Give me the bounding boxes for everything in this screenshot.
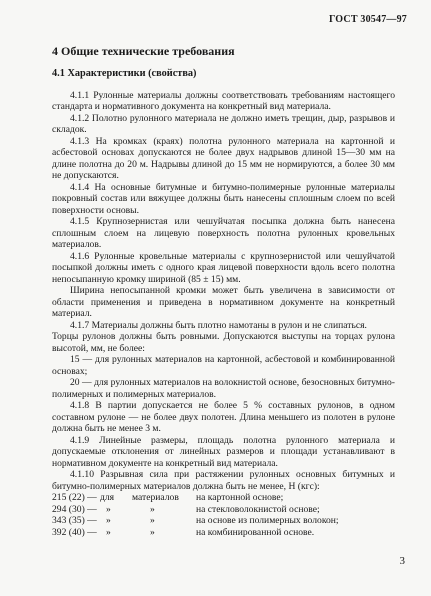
force-basis: на картонной основе; (196, 492, 284, 504)
force-table (52, 492, 395, 538)
force-word: материалов (132, 492, 179, 504)
force-basis: на комбинированной основе. (196, 526, 315, 538)
subsection-title: 4.1 Характеристики (свойства) (52, 68, 197, 80)
force-word: » (150, 503, 155, 515)
paragraph-4-1-10: 4.1.10 Разрывная сила при растяжении рулонных основных битумных и битумно-полимерных материалов должна быть не менее, Н (кгс): (52, 469, 395, 492)
force-value: 215 (22) — (52, 492, 97, 504)
paragraph-4-1-1: 4.1.1 Рулонные материалы должны соответствовать требованиям настоящего стандарта и нормативного документа на конкретный вид материала. (52, 89, 395, 113)
force-word: » (150, 515, 155, 527)
paragraph-roll-ends: Торцы рулонов должны быть ровными. Допускаются выступы на торцах рулона высотой, мм, не более: (52, 331, 395, 354)
paragraph-4-1-5: 4.1.5 Крупнозернистая или чешуйчатая посыпка должна быть нанесена сплошным слоем на лицевую поверхность полотна рулонных кровельных материалов. (52, 216, 395, 251)
force-prefix: » (106, 526, 111, 538)
force-prefix: » (106, 515, 111, 527)
table-row (52, 492, 395, 504)
force-prefix: для (100, 492, 115, 504)
paragraph-4-1-9: 4.1.9 Линейные размеры, площадь полотна рулонного материала и допускаемые отклонения от линейных размеров и площади устанавливают в нормативном документе на конкретный вид материала. (52, 434, 395, 469)
section-title: 4 Общие технические требования (52, 44, 235, 58)
standard-header: ГОСТ 30547—97 (328, 14, 407, 25)
table-row (52, 504, 395, 516)
paragraph-4-1-7: 4.1.7 Материалы должны быть плотно намотаны в рулон и не слипаться. (70, 319, 367, 331)
paragraph-4-1-4: 4.1.4 На основные битумные и битумно-полимерные рулонные материалы покровный состав или вяжущее должны быть нанесены сплошным слоем по всей поверхности основы. (52, 181, 395, 216)
force-value: 343 (35) — (52, 515, 97, 527)
table-row (52, 515, 395, 527)
force-value: 294 (30) — (52, 503, 97, 515)
table-row (52, 527, 395, 539)
force-basis: на стекловолокнистой основе; (196, 503, 320, 515)
force-prefix: » (106, 503, 111, 515)
page-number: 3 (399, 555, 405, 567)
paragraph-edge-width: Ширина непосыпанной кромки может быть увеличена в зависимости от области применения и приведена в нормативном документе на конкретный материал. (52, 285, 395, 320)
content-area (52, 40, 395, 538)
paragraph-4-1-3: 4.1.3 На кромках (краях) полотна рулонного материала на картонной и асбестовой основах допускаются не более двух надрывов длиной 15—30 мм на длине полотна до 20 м. Надрывы длиной до 15 мм не нормируются, а более 30 мм не допускаются. (52, 135, 395, 182)
paragraph-4-1-8: 4.1.8 В партии допускается не более 5 % составных рулонов, в одном составном рулоне — не более двух полотен. Длина меньшего из полотен в рулоне должна быть не менее 3 м. (52, 400, 395, 435)
paragraph-4-1-2: 4.1.2 Полотно рулонного материала не должно иметь трещин, дыр, разрывов и складок. (52, 112, 395, 136)
force-value: 392 (40) — (52, 526, 97, 538)
paragraph-protrusion-20: 20 — для рулонных материалов на волокнистой основе, безосновных битумно-полимерных и полимерных материалов. (52, 377, 395, 400)
paragraph-4-1-6: 4.1.6 Рулонные кровельные материалы с крупнозернистой или чешуйчатой посыпкой должны иметь с одного края лицевой поверхности вдоль всего полотна непосыпанную кромку шириной (85 ± 15) мм. (52, 250, 395, 285)
force-basis: на основе из полимерных волокон; (196, 515, 339, 527)
force-word: » (150, 526, 155, 538)
paragraph-protrusion-15: 15 — для рулонных материалов на картонной, асбестовой и комбинированной основах; (52, 354, 395, 377)
